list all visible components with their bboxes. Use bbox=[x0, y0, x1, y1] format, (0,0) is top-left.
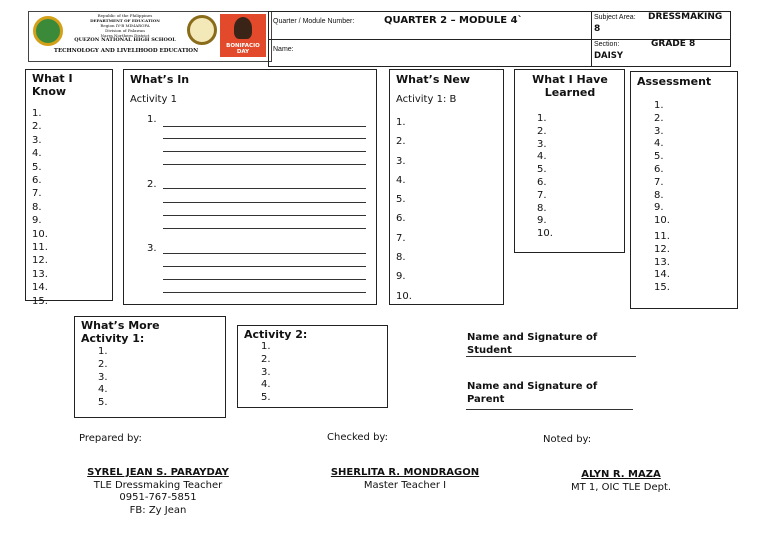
name-label: Name: bbox=[273, 46, 294, 53]
prepared-signatory bbox=[78, 467, 238, 517]
whats-new-title: What’s New bbox=[396, 73, 471, 86]
whats-in-item-label: 1. bbox=[147, 114, 157, 125]
list-item: 9. bbox=[537, 215, 547, 227]
answer-line bbox=[163, 228, 366, 229]
header-info-table bbox=[268, 11, 731, 67]
prepared-fb: FB: Zy Jean bbox=[129, 504, 187, 516]
list-item: 1. bbox=[654, 100, 664, 111]
list-item: 3. bbox=[261, 366, 271, 378]
student-signature-label: Name and Signature of Student bbox=[467, 332, 598, 356]
subject-label: Subject Area: bbox=[594, 14, 636, 21]
bonifacio-figure-icon bbox=[234, 17, 252, 39]
prepared-name: SYREL JEAN S. PARAYDAY bbox=[87, 467, 229, 478]
list-item: 1. bbox=[261, 341, 271, 352]
list-item: 4. bbox=[32, 148, 42, 160]
list-item: 4. bbox=[537, 151, 547, 163]
activity-2-box bbox=[237, 325, 388, 408]
list-item: 8. bbox=[537, 202, 547, 214]
quarter-label: Quarter / Module Number: bbox=[273, 18, 355, 25]
checked-role: Master Teacher I bbox=[363, 479, 447, 491]
what-i-have-learned-box bbox=[514, 69, 625, 253]
list-item: 2. bbox=[654, 112, 664, 124]
whats-in-item-label: 2. bbox=[147, 179, 157, 190]
list-item: 1. bbox=[537, 113, 547, 124]
deped-seal-icon bbox=[33, 16, 63, 46]
whats-in-title: What’s In bbox=[130, 73, 190, 86]
what-i-have-learned-list bbox=[537, 113, 553, 241]
list-item: 6. bbox=[396, 213, 406, 225]
list-item: 5. bbox=[537, 164, 547, 176]
what-i-have-learned-title: What I Have Learned bbox=[532, 73, 608, 99]
checked-signatory bbox=[320, 467, 490, 492]
answer-line bbox=[163, 202, 366, 203]
list-item: 1. bbox=[98, 346, 108, 357]
school-dept-title: TECHNOLOGY AND LIVELIHOOD EDUCATION bbox=[53, 48, 199, 54]
list-item: 6. bbox=[537, 176, 547, 188]
list-item: 7. bbox=[32, 188, 42, 200]
answer-line bbox=[163, 279, 366, 280]
list-item: 4. bbox=[654, 138, 664, 150]
list-item: 8. bbox=[396, 252, 406, 264]
whats-more-title: What’s More bbox=[81, 319, 160, 332]
list-item: 8. bbox=[654, 189, 664, 201]
student-signature-line[interactable] bbox=[466, 356, 636, 357]
assessment-title: Assessment bbox=[637, 75, 712, 88]
answer-line bbox=[163, 215, 366, 216]
list-item: 10. bbox=[654, 215, 670, 227]
list-item: 4. bbox=[396, 174, 406, 186]
list-item: 10. bbox=[537, 228, 553, 240]
school-seal-icon bbox=[187, 15, 217, 45]
subject-value: DRESSMAKING bbox=[648, 12, 723, 22]
list-item: 2. bbox=[537, 125, 547, 137]
list-item: 9. bbox=[396, 271, 406, 283]
list-item: 5. bbox=[98, 397, 108, 409]
list-item: 14. bbox=[654, 269, 670, 281]
list-item: 11. bbox=[32, 242, 48, 254]
list-item: 12. bbox=[32, 255, 48, 267]
list-item: 1. bbox=[396, 117, 406, 128]
parent-signature-line[interactable] bbox=[466, 409, 633, 410]
prepared-phone: 0951-767-5851 bbox=[119, 492, 197, 503]
list-item: 4. bbox=[261, 379, 271, 391]
list-item: 3. bbox=[98, 371, 108, 383]
section-value: DAISY bbox=[594, 51, 624, 61]
prepared-role: TLE Dressmaking Teacher bbox=[93, 479, 223, 491]
whats-more-list bbox=[98, 346, 108, 410]
list-item: 3. bbox=[32, 134, 42, 146]
list-item: 5. bbox=[261, 392, 271, 404]
whats-in-activity: Activity 1 bbox=[130, 94, 177, 105]
section-label: Section: bbox=[594, 41, 620, 48]
banner-text: BONIFACIO DAY bbox=[226, 43, 260, 55]
list-item: 8. bbox=[32, 201, 42, 213]
noted-role: MT 1, OIC TLE Dept. bbox=[570, 481, 672, 493]
list-item: 2. bbox=[32, 121, 42, 133]
what-i-know-title: What I Know bbox=[32, 72, 73, 98]
answer-line bbox=[163, 138, 366, 139]
list-item: 7. bbox=[396, 232, 406, 244]
list-item: 1. bbox=[32, 108, 42, 119]
list-item: 4. bbox=[98, 384, 108, 396]
list-item: 2. bbox=[261, 353, 271, 365]
assessment-box bbox=[630, 71, 738, 309]
whats-more-activity: Activity 1: bbox=[81, 332, 145, 345]
answer-line bbox=[163, 292, 366, 293]
parent-signature-label: Name and Signature of Parent bbox=[467, 381, 598, 405]
noted-label: Noted by: bbox=[543, 434, 592, 445]
list-item: 12. bbox=[654, 243, 670, 255]
grade-value: GRADE 8 bbox=[651, 39, 696, 49]
header-col-divider bbox=[591, 12, 592, 66]
list-item: 3. bbox=[537, 138, 547, 150]
activity-2-title: Activity 2: bbox=[244, 328, 308, 341]
list-item: 15. bbox=[654, 282, 670, 294]
list-item: 15. bbox=[32, 295, 48, 307]
bonifacio-day-banner bbox=[220, 14, 266, 57]
list-item: 11. bbox=[654, 230, 670, 242]
list-item: 7. bbox=[537, 189, 547, 201]
answer-line bbox=[163, 164, 366, 165]
what-i-know-list bbox=[32, 107, 48, 308]
list-item: 5. bbox=[32, 161, 42, 173]
noted-signatory bbox=[551, 469, 691, 494]
assessment-list bbox=[654, 100, 670, 295]
list-item: 2. bbox=[396, 136, 406, 148]
list-item: 9. bbox=[32, 215, 42, 227]
list-item: 10. bbox=[396, 290, 412, 302]
whats-in-item-label: 3. bbox=[147, 243, 157, 254]
checked-name: SHERLITA R. MONDRAGON bbox=[330, 467, 480, 478]
quarter-value: QUARTER 2 – MODULE 4` bbox=[384, 15, 523, 26]
whats-new-list bbox=[396, 113, 412, 306]
list-item: 3. bbox=[654, 125, 664, 137]
activity-2-list bbox=[261, 341, 271, 405]
answer-line bbox=[163, 151, 366, 152]
list-item: 13. bbox=[32, 268, 48, 280]
list-item: 6. bbox=[654, 163, 664, 175]
noted-name: ALYN R. MAZA bbox=[581, 469, 661, 480]
answer-line bbox=[163, 188, 366, 189]
list-item: 6. bbox=[32, 175, 42, 187]
list-item: 14. bbox=[32, 282, 48, 294]
subject-value-grade: 8 bbox=[594, 24, 601, 34]
whats-in-box bbox=[123, 69, 377, 305]
whats-new-activity: Activity 1: B bbox=[396, 94, 457, 105]
checked-label: Checked by: bbox=[327, 432, 388, 443]
whats-more-box bbox=[74, 316, 226, 418]
list-item: 13. bbox=[654, 256, 670, 268]
list-item: 9. bbox=[654, 202, 664, 214]
list-item: 7. bbox=[654, 176, 664, 188]
list-item: 10. bbox=[32, 228, 48, 240]
list-item: 5. bbox=[396, 194, 406, 206]
what-i-know-box bbox=[25, 69, 113, 307]
list-item: 3. bbox=[396, 155, 406, 167]
list-item: 5. bbox=[654, 151, 664, 163]
header-logo-text: Republic of the Philippines DEPARTMENT OF EDUCATION Region IV-B MIMAROPA Division of Palawan Narra Northern District QUEZON NATIONAL HIGH SCHOOL bbox=[74, 13, 176, 43]
answer-line bbox=[163, 126, 366, 127]
whats-new-box bbox=[389, 69, 504, 305]
list-item: 2. bbox=[98, 358, 108, 370]
answer-line bbox=[163, 266, 366, 267]
answer-line bbox=[163, 253, 366, 254]
prepared-label: Prepared by: bbox=[79, 433, 142, 444]
